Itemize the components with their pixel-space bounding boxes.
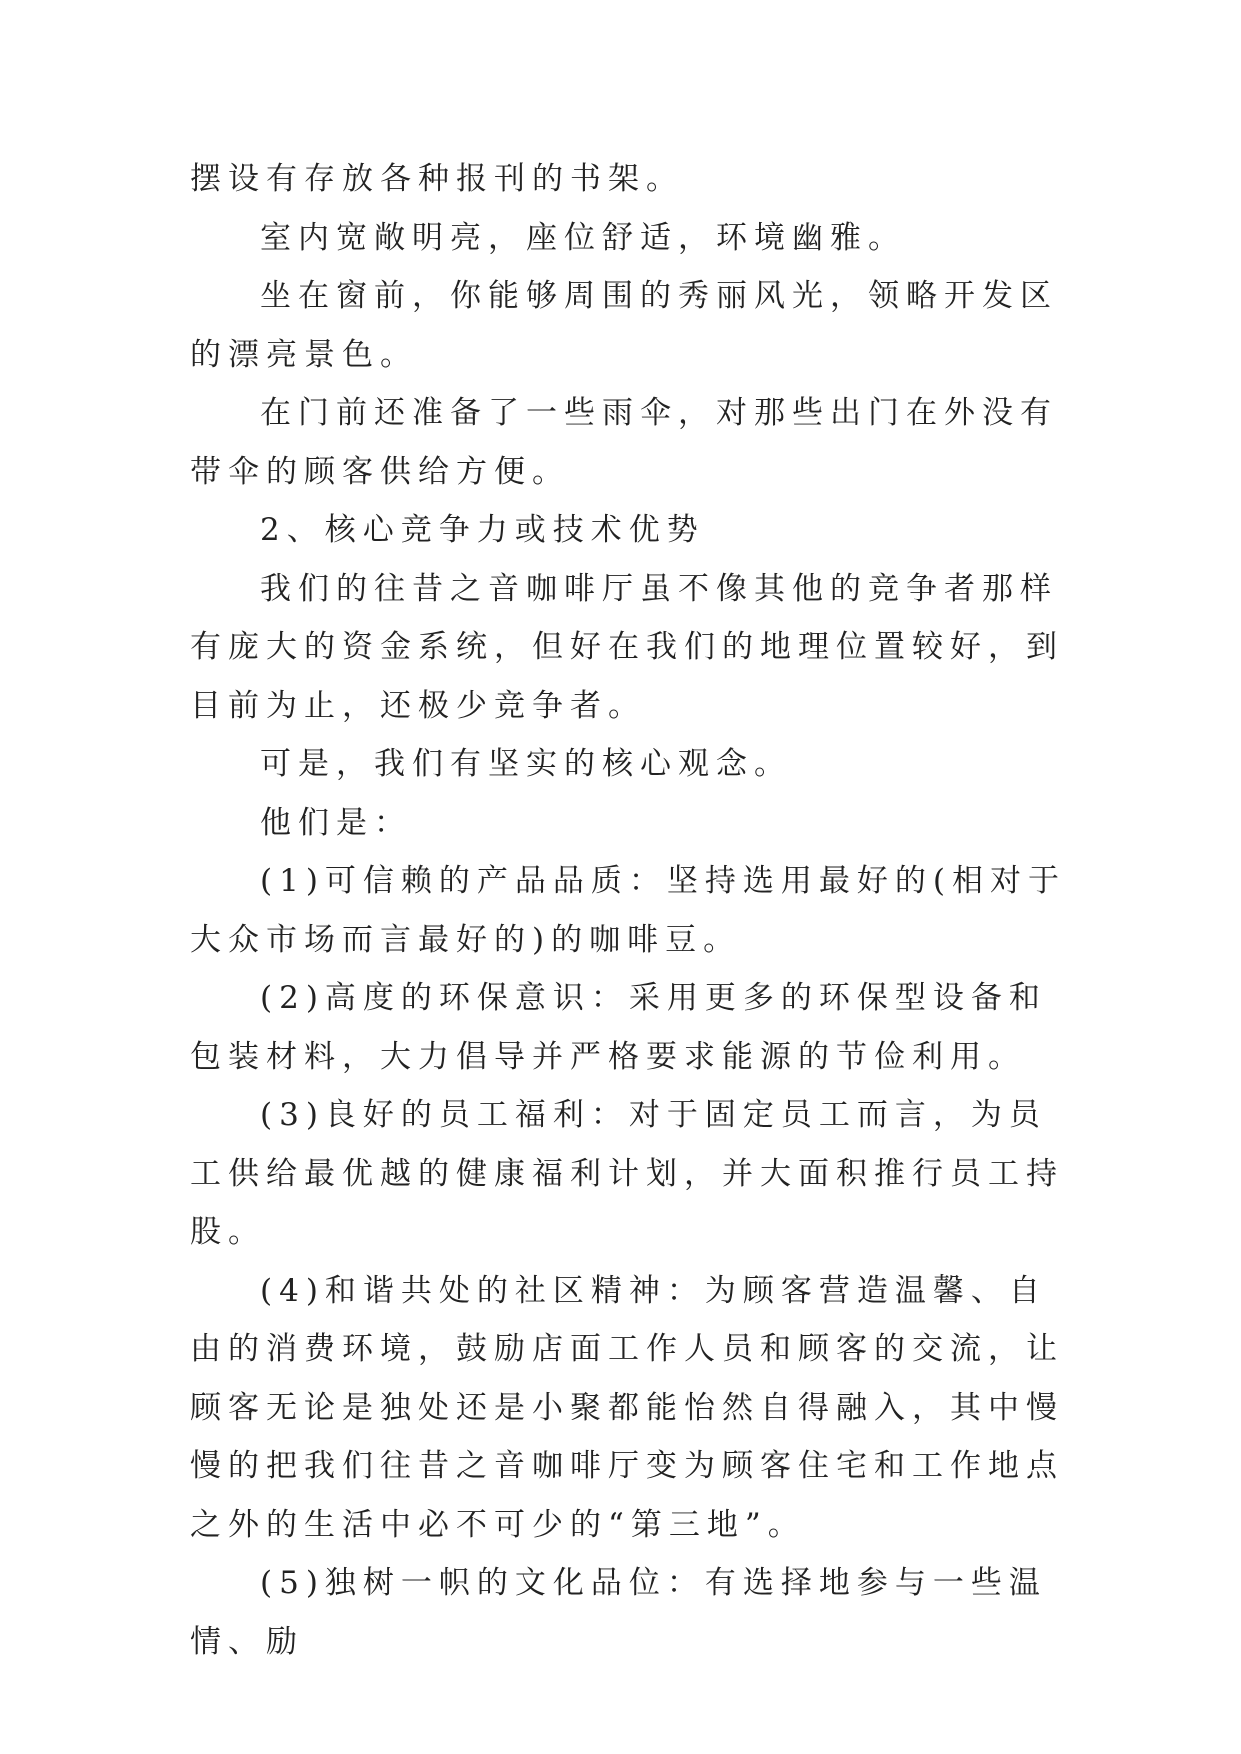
list-item-product-quality: (1)可信赖的产品品质：坚持选用最好的(相对于大众市场而言最好的)的咖啡豆。: [190, 863, 1067, 958]
list-item-employee-welfare: (3)良好的员工福利：对于固定员工而言，为员工供给最优越的健康福利计划，并大面积推行员工持股。: [190, 1097, 1064, 1250]
paragraph-umbrellas: 在门前还准备了一些雨伞，对那些出门在外没有带伞的顾客供给方便。: [190, 395, 1058, 490]
list-item-cultural-taste: (5)独树一帜的文化品位：有选择地参与一些温情、励: [190, 1565, 1047, 1660]
list-item-environmental: (2)高度的环保意识：采用更多的环保型设备和包装材料，大力倡导并严格要求能源的节俭利用。: [190, 980, 1047, 1075]
paragraph-window-view: 坐在窗前，你能够周围的秀丽风光，领略开发区的漂亮景色。: [190, 278, 1058, 373]
section-heading-core-competence: 2、核心竞争力或技术优势: [260, 512, 705, 548]
paragraph-interior: 室内宽敞明亮，座位舒适，环境幽雅。: [260, 219, 906, 256]
list-item-community-spirit: (4)和谐共处的社区精神：为顾客营造温馨、自由的消费环境，鼓励店面工作人员和顾客的交流，让顾客无论是独处还是小聚都能怡然自得融入，其中慢慢的把我们往昔之音咖啡厅变为顾客住宅和工作地点之外的生活中必不可少的“第三地”。: [190, 1272, 1064, 1543]
paragraph-they-are: 他们是：: [260, 804, 412, 841]
paragraph-core-concept: 可是，我们有坚实的核心观念。: [260, 746, 792, 782]
paragraph-location-advantage: 我们的往昔之音咖啡厅虽不像其他的竞争者那样有庞大的资金系统，但好在我们的地理位置较好，到目前为止，还极少竞争者。: [190, 570, 1064, 724]
document-page: [190, 150, 1070, 1671]
paragraph-bookshelf: 摆设有存放各种报刊的书架。: [190, 161, 684, 197]
